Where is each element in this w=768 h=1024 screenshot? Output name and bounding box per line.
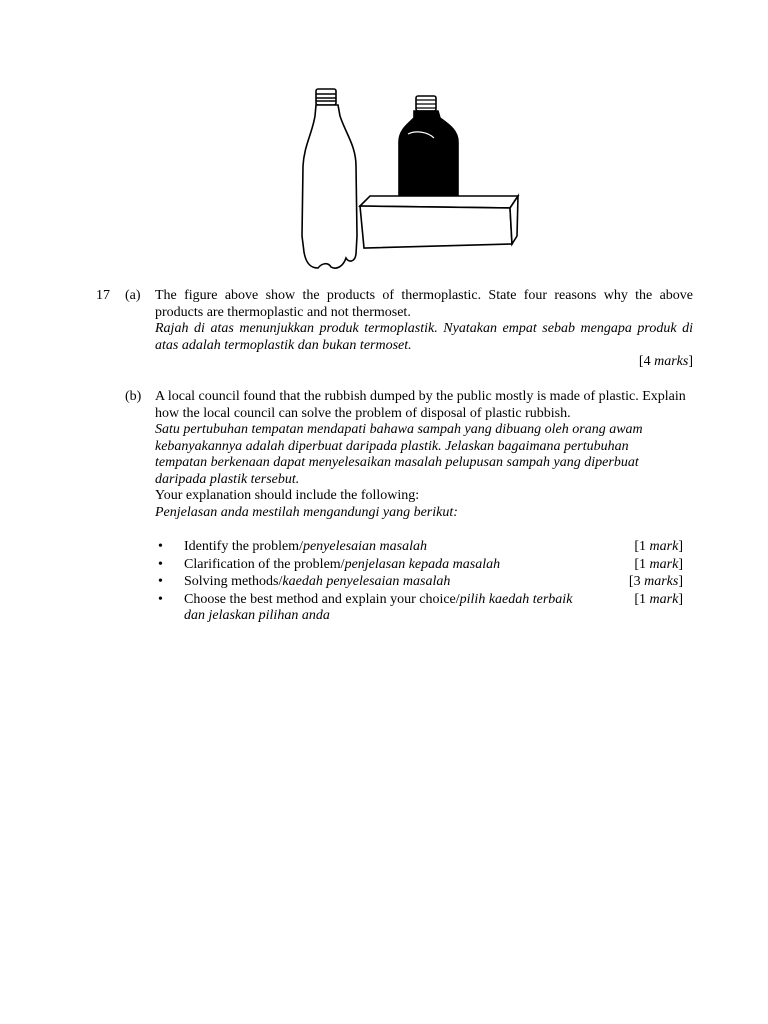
part-a-english: The figure above show the products of thermoplastic. State four reasons why the above products are thermoplastic and not thermoset. <box>155 288 693 320</box>
thermoplastic-products-figure <box>298 86 520 274</box>
bullet-icon: • <box>158 574 163 589</box>
mark-word: mark <box>649 591 679 607</box>
criterion-text <box>184 592 579 625</box>
question-number: 17 <box>96 288 110 303</box>
criterion-ms: penjelasan kepada masalah <box>344 556 501 572</box>
list-item <box>158 592 683 625</box>
part-a-label: (a) <box>125 288 141 303</box>
criterion-mark <box>629 574 683 591</box>
criterion-text <box>184 574 579 591</box>
mark-word: mark <box>649 539 679 554</box>
part-b-include-english: Your explanation should include the following: <box>155 488 420 503</box>
dark-bottle-icon <box>399 96 458 198</box>
marks-close: ] <box>688 354 693 369</box>
part-b-question <box>155 389 695 521</box>
criterion-ms: kaedah penyelesaian masalah <box>282 574 451 589</box>
bullet-icon: • <box>158 539 163 554</box>
criterion-mark <box>634 592 683 609</box>
list-item <box>158 557 683 574</box>
mark-num: [1 <box>634 591 650 607</box>
criterion-mark <box>634 539 683 556</box>
part-b-malay: Satu pertubuhan tempatan mendapati bahawa sampah yang dibuang oleh orang awam kebanyakannya adalah diperbuat daripada plastik. Jelaskan bagaimana pertubuhan tempatan berkenaan dapat menyelesaikan masalah pelupusan sampah yang diperbuat daripada plastik tersebut. <box>155 422 643 487</box>
mark-num: [1 <box>634 556 650 572</box>
criterion-en: Identify the problem/ <box>184 539 303 554</box>
criterion-en: Choose the best method and explain your choice/ <box>184 591 460 607</box>
part-a-malay: Rajah di atas menunjukkan produk termoplastik. Nyatakan empat sebab mengapa produk di atas adalah termoplastik dan bukan termoset. <box>155 321 693 353</box>
part-b-label: (b) <box>125 389 142 404</box>
part-b-english: A local council found that the rubbish dumped by the public mostly is made of plastic. Explain how the local council can solve the problem of disposal of plastic rubbish. <box>155 389 686 421</box>
list-item <box>158 574 683 591</box>
mark-word: mark <box>649 556 679 572</box>
criterion-en: Solving methods/ <box>184 574 283 589</box>
mark-close: ] <box>678 591 683 607</box>
part-b-include-malay: Penjelasan anda mestilah mengandungi yang berikut: <box>155 504 458 520</box>
bullet-icon: • <box>158 591 163 607</box>
mark-num: [1 <box>634 539 650 554</box>
criterion-text <box>184 539 579 556</box>
marks-open: [4 <box>638 354 655 369</box>
marks-word: marks <box>654 354 689 369</box>
mark-close: ] <box>678 539 683 554</box>
criterion-ms: penyelesaian masalah <box>302 539 427 554</box>
mark-word: marks <box>644 574 679 589</box>
criterion-ms: pilih kaedah terbaik dan jelaskan pilihan anda <box>184 591 573 623</box>
list-item <box>158 539 683 556</box>
criterion-text <box>184 557 579 574</box>
criterion-en: Clarification of the problem/ <box>184 556 345 572</box>
plastic-container-icon <box>360 196 518 248</box>
part-a-marks <box>639 354 693 371</box>
mark-close: ] <box>678 556 683 572</box>
part-a-question <box>155 288 693 354</box>
criterion-mark <box>634 557 683 574</box>
plastic-bottle-icon <box>302 89 357 268</box>
mark-num: [3 <box>628 574 645 589</box>
criteria-list <box>158 539 683 625</box>
bullet-icon: • <box>158 556 163 572</box>
mark-close: ] <box>678 574 683 589</box>
